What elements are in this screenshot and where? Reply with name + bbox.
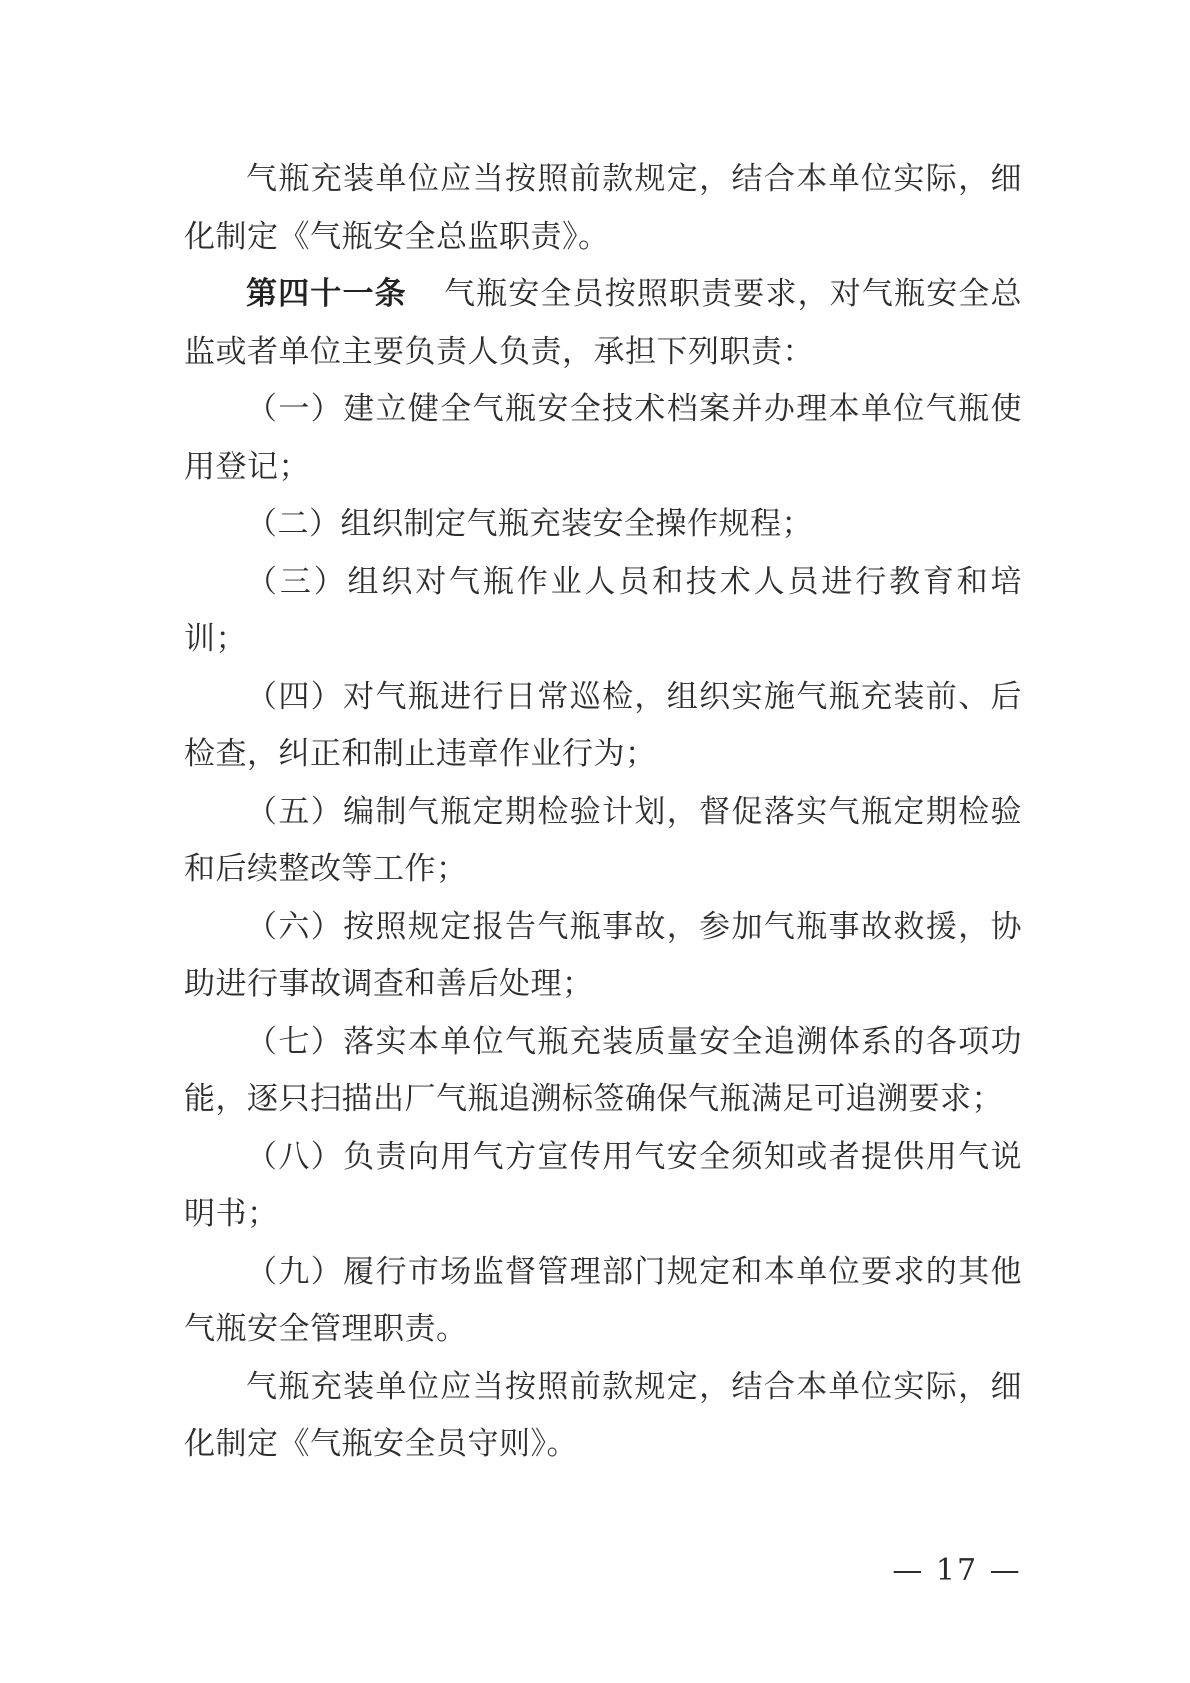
page-number: — 17 — — [892, 1553, 1022, 1588]
paragraph-text: （七）落实本单位气瓶充装质量安全追溯体系的各项功能，逐只扫描出厂气瓶追溯标签确保气瓶满足可追溯要求； — [184, 1023, 1022, 1117]
paragraph — [184, 1359, 1022, 1474]
paragraph — [184, 1014, 1022, 1129]
paragraph — [184, 784, 1022, 899]
paragraph — [184, 899, 1022, 1014]
paragraph — [184, 381, 1022, 496]
paragraph — [184, 554, 1022, 669]
paragraph-text: （二）组织制定气瓶充装安全操作规程； — [246, 506, 813, 542]
paragraph — [184, 1244, 1022, 1359]
paragraph — [184, 669, 1022, 784]
paragraph-text: （六）按照规定报告气瓶事故，参加气瓶事故救援，协助进行事故调查和善后处理； — [184, 908, 1022, 1002]
paragraph-text: 气瓶充装单位应当按照前款规定，结合本单位实际，细化制定《气瓶安全总监职责》。 — [184, 161, 1022, 255]
article-number-label: 第四十一条 — [246, 276, 407, 312]
paragraph-text: （九）履行市场监督管理部门规定和本单位要求的其他气瓶安全管理职责。 — [184, 1253, 1022, 1347]
paragraph-text: （三）组织对气瓶作业人员和技术人员进行教育和培训； — [184, 563, 1022, 657]
paragraph-text: （八）负责向用气方宣传用气安全须知或者提供用气说明书； — [184, 1138, 1022, 1232]
paragraph-text: （四）对气瓶进行日常巡检，组织实施气瓶充装前、后检查，纠正和制止违章作业行为； — [184, 678, 1022, 772]
paragraph-text: （五）编制气瓶定期检验计划，督促落实气瓶定期检验和后续整改等工作； — [184, 793, 1022, 887]
paragraph-text: 气瓶安全员按照职责要求，对气瓶安全总监或者单位主要负责人负责，承担下列职责： — [184, 276, 1023, 370]
paragraph-text: （一）建立健全气瓶安全技术档案并办理本单位气瓶使用登记； — [184, 391, 1022, 485]
paragraph — [184, 1129, 1022, 1244]
paragraph — [184, 496, 1022, 554]
paragraph-text: 气瓶充装单位应当按照前款规定，结合本单位实际，细化制定《气瓶安全员守则》。 — [184, 1368, 1022, 1462]
paragraph — [184, 266, 1022, 381]
document-body — [184, 151, 1022, 1474]
paragraph — [184, 151, 1022, 266]
